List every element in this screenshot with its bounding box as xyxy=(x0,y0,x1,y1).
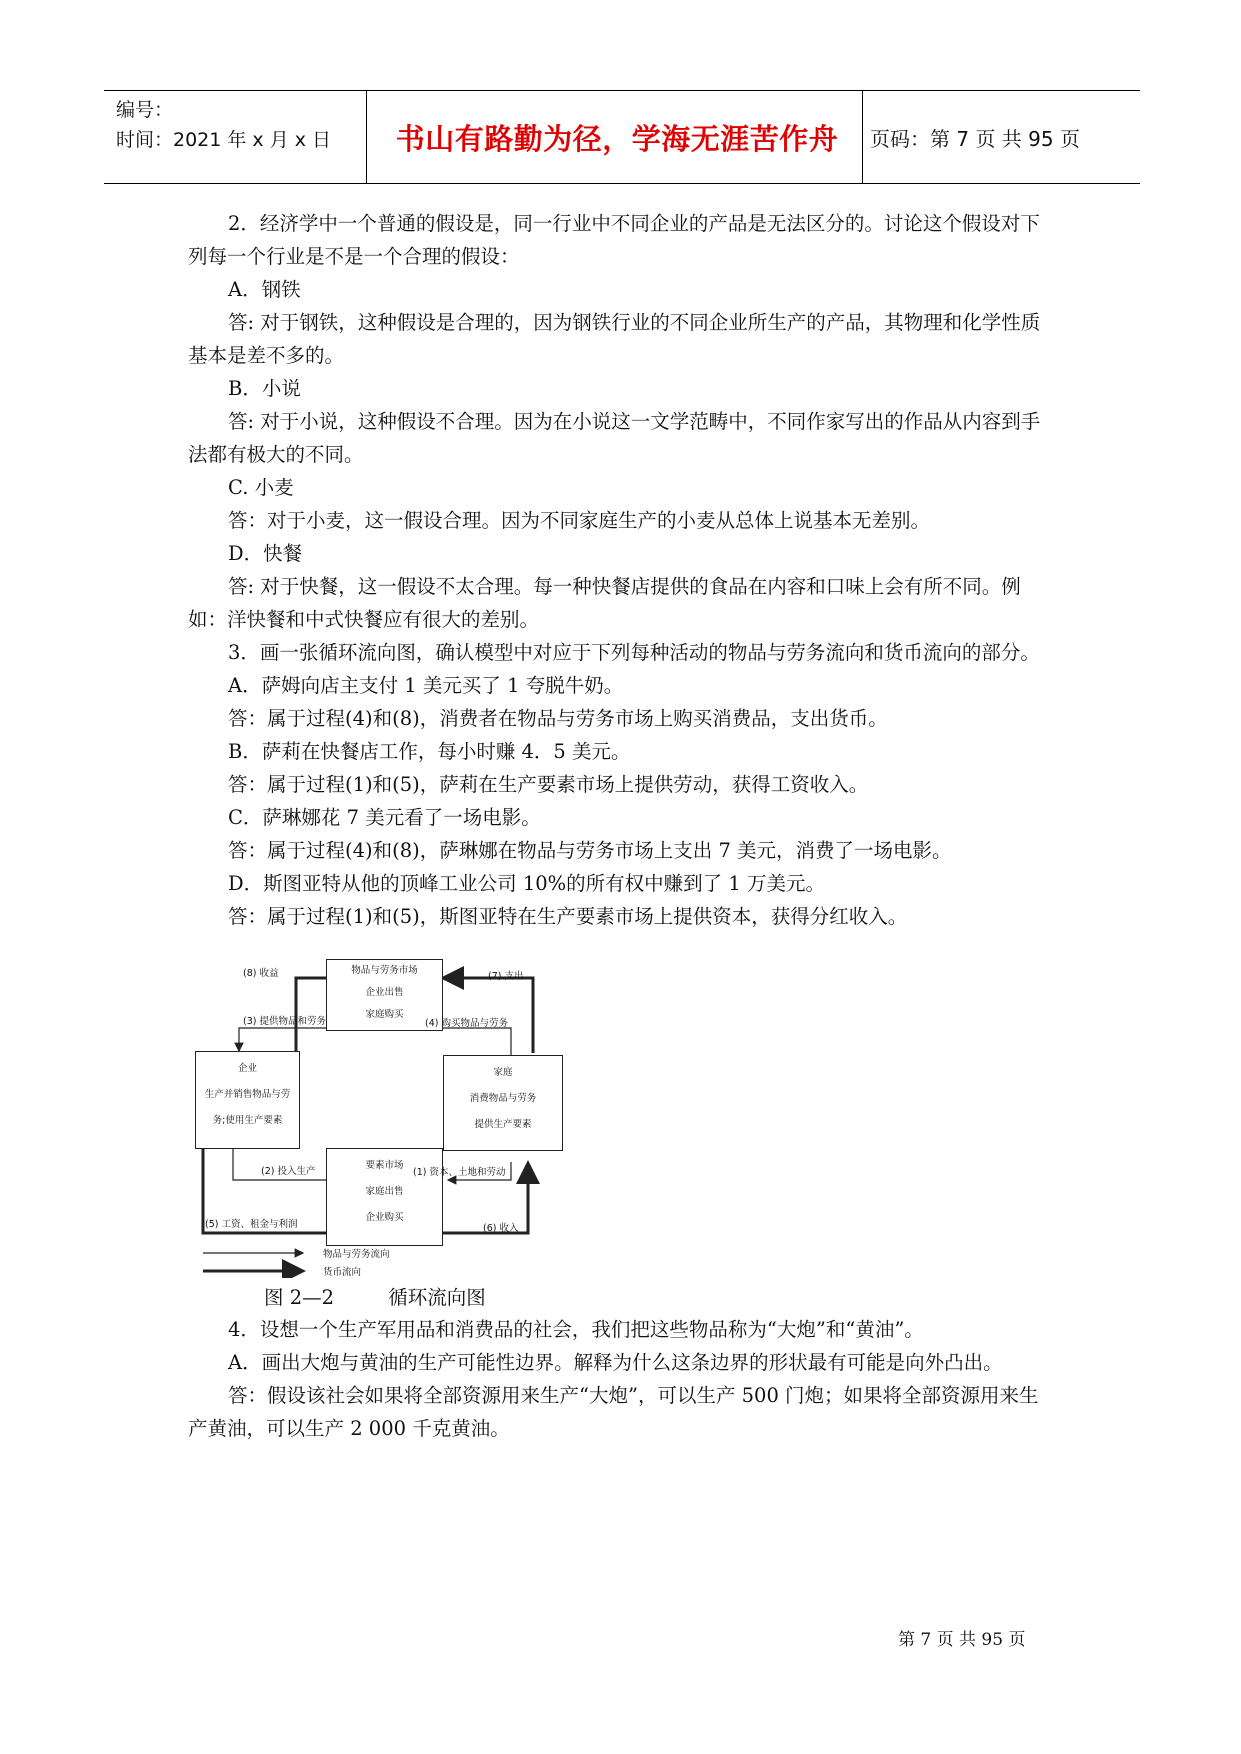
legend-money-label: 货币流向 xyxy=(323,1267,362,1278)
serial-label: 编号： xyxy=(116,99,174,121)
paragraph: D．斯图亚特从他的顶峰工业公司 10%的所有权中赚到了 1 万美元。 xyxy=(228,872,825,895)
box-line: 务;使用生产要素 xyxy=(212,1115,283,1126)
paragraph: 答：属于过程(1)和(5)，萨莉在生产要素市场上提供劳动，获得工资收入。 xyxy=(228,773,869,796)
flow-label-1: (1) 资本、土地和劳动 xyxy=(413,1167,506,1178)
paragraph: C．萨琳娜花 7 美元看了一场电影。 xyxy=(228,806,541,829)
flow-label-3: (3) 提供物品和劳务 xyxy=(243,1016,326,1027)
body-text-continued xyxy=(188,1313,1058,1445)
flow-label-6: (6) 收入 xyxy=(483,1223,519,1234)
paragraph: 4．设想一个生产军用品和消费品的社会，我们把这些物品称为“大炮”和“黄油”。 xyxy=(228,1318,924,1341)
header-divider xyxy=(862,91,863,183)
figure-caption xyxy=(264,1283,486,1313)
header-page-number: 页码：第 7 页 共 95 页 xyxy=(870,126,1080,151)
goods-flow-3 xyxy=(239,1028,326,1051)
header-meta xyxy=(116,95,331,155)
paragraph: 答：属于过程(1)和(5)，斯图亚特在生产要素市场上提供资本，获得分红收入。 xyxy=(228,905,908,928)
box-line: 消费物品与劳务 xyxy=(469,1093,537,1104)
box-line: 生产并销售物品与劳 xyxy=(204,1089,291,1100)
paragraph: 答：假设该社会如果将全部资源用来生产“大炮”，可以生产 500 门炮；如果将全部资源用来生产黄油，可以生产 2 000 千克黄油。 xyxy=(188,1384,1039,1440)
paragraph: 3．画一张循环流向图，确认模型中对应于下列每种活动的物品与劳务流向和货币流向的部分。 xyxy=(228,641,1040,664)
households-box xyxy=(443,1055,563,1151)
box-line: 提供生产要素 xyxy=(474,1119,532,1130)
paragraph: C. 小麦 xyxy=(228,476,294,499)
header-divider xyxy=(366,91,367,183)
flow-label-8: (8) 收益 xyxy=(243,968,279,979)
body-text xyxy=(188,207,1058,933)
factor-market-box xyxy=(326,1148,443,1246)
paragraph: 答：属于过程(4)和(8)，消费者在物品与劳务市场上购买消费品，支出货币。 xyxy=(228,707,888,730)
paragraph: 答：对于小麦，这一假设合理。因为不同家庭生产的小麦从总体上说基本无差别。 xyxy=(228,509,931,532)
paragraph: 答：属于过程(4)和(8)，萨琳娜在物品与劳务市场上支出 7 美元，消费了一场电影。 xyxy=(228,839,952,862)
time-label: 时间：2021 年 x 月 x 日 xyxy=(116,129,332,151)
box-line: 家庭出售 xyxy=(365,1186,404,1197)
goods-flow-4 xyxy=(443,1028,511,1055)
box-line: 企业购买 xyxy=(365,1212,404,1223)
paragraph: 2．经济学中一个普通的假设是，同一行业中不同企业的产品是无法区分的。讨论这个假设对下列每一个行业是不是一个合理的假设： xyxy=(188,212,1040,268)
box-title: 要素市场 xyxy=(365,1160,404,1171)
paragraph: B．萨莉在快餐店工作，每小时赚 4．5 美元。 xyxy=(228,740,631,763)
box-line: 企业出售 xyxy=(365,987,404,998)
flow-label-7: (7) 支出 xyxy=(488,971,524,982)
page-header xyxy=(104,90,1140,184)
figure-number: 图 2—2 xyxy=(264,1286,335,1309)
header-motto: 书山有路勤为径，学海无涯苦作舟 xyxy=(395,121,839,156)
paragraph: A．画出大炮与黄油的生产可能性边界。解释为什么这条边界的形状最有可能是向外凸出。 xyxy=(228,1351,1003,1374)
paragraph: A．钢铁 xyxy=(228,278,301,301)
flow-label-2: (2) 投入生产 xyxy=(261,1166,316,1177)
paragraph: A．萨姆向店主支付 1 美元买了 1 夸脱牛奶。 xyxy=(228,674,624,697)
paragraph: 答: 对于钢铁，这种假设是合理的，因为钢铁行业的不同企业所生产的产品，其物理和化学性质基本是差不多的。 xyxy=(188,311,1041,367)
legend-goods-label: 物品与劳务流向 xyxy=(323,1249,390,1260)
circular-flow-diagram xyxy=(193,958,587,1278)
footer-page-number: 第 7 页 共 95 页 xyxy=(898,1630,1026,1650)
paragraph: 答: 对于快餐，这一假设不太合理。每一种快餐店提供的食品在内容和口味上会有所不同。例如：洋快餐和中式快餐应有很大的差别。 xyxy=(188,575,1021,631)
box-title: 物品与劳务市场 xyxy=(351,965,418,976)
paragraph: 答: 对于小说，这种假设不合理。因为在小说这一文学范畴中，不同作家写出的作品从内容到手法都有极大的不同。 xyxy=(188,410,1041,466)
flow-label-4: (4) 购买物品与劳务 xyxy=(425,1018,508,1029)
paragraph: D．快餐 xyxy=(228,542,303,565)
paragraph: B．小说 xyxy=(228,377,301,400)
flow-label-5: (5) 工资、租金与利润 xyxy=(205,1219,298,1230)
box-line: 家庭购买 xyxy=(365,1009,404,1020)
box-title: 企业 xyxy=(237,1063,257,1074)
firms-box xyxy=(195,1051,300,1149)
figure-title: 循环流向图 xyxy=(388,1286,486,1309)
box-title: 家庭 xyxy=(493,1067,513,1078)
